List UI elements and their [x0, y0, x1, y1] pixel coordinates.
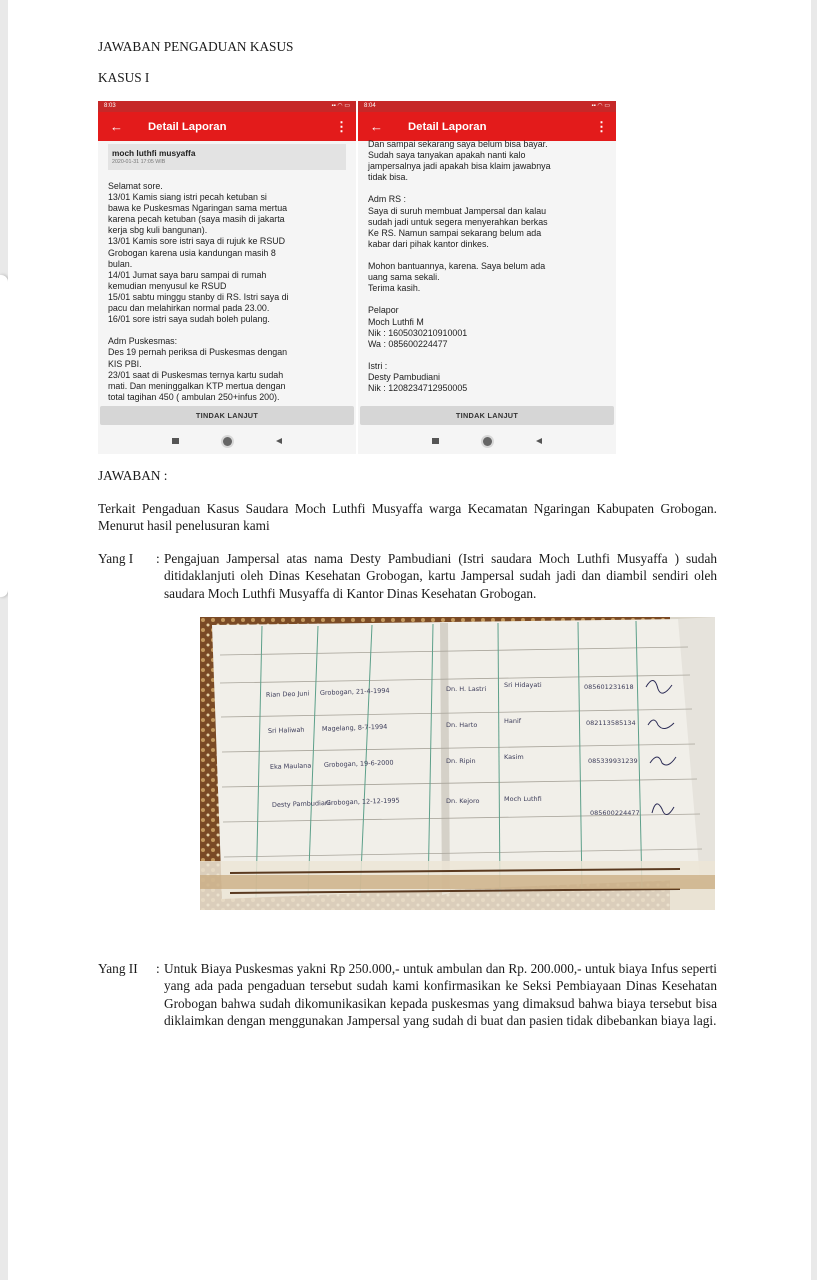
back-icon[interactable] [276, 438, 282, 444]
logbook-phone: 085601231618 [584, 683, 634, 691]
message-line: Nik : 1208234712950005 [368, 383, 468, 394]
more-menu-icon[interactable]: ⋮ [595, 118, 608, 134]
point-colon: : [156, 551, 160, 566]
answer-label: JAWABAN : [98, 468, 168, 483]
back-icon[interactable] [536, 438, 542, 444]
logbook-birth: Grobogan, 21-4-1994 [319, 686, 390, 697]
message-line: Saya di suruh membuat Jampersal dan kalau [368, 205, 547, 216]
status-bar [98, 101, 356, 112]
message-line: Selamat sore. [108, 181, 163, 191]
message-line: Dan sampai sekarang saya belum bisa bayar. [368, 139, 548, 149]
logbook-phone: 085600224477 [590, 809, 640, 817]
message-line: kerja sbg kuli bangunan). [108, 225, 208, 236]
page-edge-tab [0, 275, 8, 597]
status-icons: ▪▪ ◠ ▭ [331, 103, 350, 109]
message-line: total tagihan 450 ( ambulan 250+infus 200). [108, 391, 280, 402]
message-line: bawa ke Puskesmas Ngaringan sama mertua [108, 203, 288, 214]
message-line: Adm RS : [368, 194, 406, 205]
status-bar [358, 101, 616, 112]
sender-card [108, 144, 346, 170]
message-line: sudah jadi untuk segera menyerahkan berkas [368, 216, 548, 227]
logbook-birth: Grobogan, 19-6-2000 [323, 758, 394, 769]
message-line: tidak bisa. [368, 172, 408, 183]
message-line: 16/01 sore istri saya sudah boleh pulang. [108, 314, 270, 325]
sender-name: moch luthfi musyaffa [112, 148, 196, 158]
message-line: Terima kasih. [368, 283, 421, 294]
message-line [368, 183, 608, 194]
point-label: Yang II [98, 961, 138, 976]
logbook-name: Rian Deo Juni [265, 689, 310, 699]
logbook-husband: Dn. H. Lastri [446, 685, 487, 693]
report-message [108, 181, 348, 403]
message-line: Ke RS. Namun sampai sekarang belum ada [368, 227, 542, 238]
point-colon: : [156, 961, 160, 976]
message-line: pacu dan melahirkan normal pada 23.00. [108, 303, 270, 314]
logbook-phone: 082113585134 [586, 719, 636, 727]
status-icons: ▪▪ ◠ ▭ [591, 103, 610, 109]
logbook-photo [200, 617, 715, 910]
recent-apps-icon[interactable] [432, 438, 439, 444]
screenshot-right [358, 101, 616, 454]
sender-date: 2020-01-31 17:05 WIB [112, 159, 166, 165]
more-menu-icon[interactable]: ⋮ [335, 118, 348, 134]
message-line: Adm Puskesmas: [108, 336, 178, 347]
message-line: karena pecah ketuban (saya masih di jakarta [108, 214, 285, 225]
logbook-phone: 085339931239 [588, 757, 638, 765]
message-line: Nik : 1605030210910001 [368, 327, 468, 338]
message-line: Sudah saya tanyakan apakah nanti kalo [368, 150, 526, 161]
message-line: jampersalnya jadi apakah bisa klaim jawabnya [368, 161, 551, 172]
point-1 [98, 550, 717, 602]
message-line: Mohon bantuannya, karena. Saya belum ada [368, 261, 546, 272]
document-heading: JAWABAN PENGADUAN KASUS [98, 39, 294, 54]
message-line [368, 250, 608, 261]
message-line: 13/01 Kamis sore istri saya di rujuk ke RSUD [108, 236, 286, 247]
intro-paragraph: Terkait Pengaduan Kasus Saudara Moch Luthfi Musyaffa warga Kecamatan Ngaringan Kabupaten Grobogan. Menurut hasil penelusuran kami [98, 501, 717, 534]
point-text: Untuk Biaya Puskesmas yakni Rp 250.000,- untuk ambulan dan Rp. 200.000,- untuk biaya Infus seperti yang ada pada pengaduan tersebut sudah kami konfirmasikan ke Seksi Pembiayaan Dinas Kesehatan Grobogan bahwa sudah dikomunikasikan kepada puskesmas yang dimaksud bahwa biaya tersebut bisa diklaimkan dengan menggunakan Jampersal yang sudah di buat dan pasien tidak dibebankan biaya lagi. [164, 961, 717, 1028]
android-nav-bar [358, 430, 616, 452]
logbook-name: Eka Maulana [269, 761, 312, 771]
message-line: 13/01 Kamis siang istri pecah ketuban si [108, 192, 267, 203]
home-icon[interactable] [483, 437, 492, 446]
message-line [368, 294, 608, 305]
message-line: mati. Dan meninggalkan KTP mertua dengan [108, 380, 286, 391]
message-line: kemudian menyusul ke RSUD [108, 280, 227, 291]
message-line: KIS PBI. [108, 358, 142, 369]
logbook-receiver: Moch Luthfi [504, 795, 542, 803]
logbook-birth: Magelang, 8-7-1994 [321, 722, 388, 733]
tindak-lanjut-button[interactable]: TINDAK LANJUT [360, 406, 614, 425]
message-line: Moch Luthfi M [368, 316, 424, 327]
message-line: 15/01 sabtu minggu stanby di RS. Istri saya di [108, 291, 289, 302]
message-line: uang sama sekali. [368, 272, 440, 283]
report-message [368, 139, 608, 394]
recent-apps-icon[interactable] [172, 438, 179, 444]
message-line: bulan. [108, 258, 133, 269]
back-arrow-icon[interactable]: ← [110, 119, 123, 134]
status-time: 8:03 [104, 103, 116, 109]
app-bar-title: Detail Laporan [408, 120, 487, 133]
message-line: 14/01 Jumat saya baru sampai di rumah [108, 269, 267, 280]
home-icon[interactable] [223, 437, 232, 446]
logbook-name: Sri Haliwah [267, 725, 305, 735]
message-line: Istri : [368, 360, 388, 371]
point-label: Yang I [98, 551, 134, 566]
message-line [108, 325, 348, 336]
message-line: Grobogan karena usia kandungan masih 8 [108, 247, 276, 258]
logbook-husband: Dn. Harto [446, 721, 478, 729]
message-line: Wa : 085600224477 [368, 338, 448, 349]
status-time: 8:04 [364, 103, 376, 109]
logbook-husband: Dn. Kejoro [446, 797, 480, 805]
logbook-receiver: Sri Hidayati [504, 681, 542, 689]
back-arrow-icon[interactable]: ← [370, 119, 383, 134]
logbook-name: Desty Pambudiani [271, 798, 331, 809]
message-line: Des 19 pernah periksa di Puskesmas dengan [108, 347, 288, 358]
logbook-receiver: Kasim [504, 753, 524, 761]
tindak-lanjut-button[interactable]: TINDAK LANJUT [100, 406, 354, 425]
message-line: Pelapor [368, 305, 399, 316]
point-2 [98, 960, 717, 1052]
app-bar-title: Detail Laporan [148, 120, 227, 133]
app-bar [358, 112, 616, 141]
message-line: 23/01 saat di Puskesmas ternya kartu sudah [108, 369, 284, 380]
app-bar [98, 112, 356, 141]
message-line: kabar dari pihak kantor dinkes. [368, 238, 489, 249]
document-page [8, 0, 811, 1280]
logbook-receiver: Hanif [504, 717, 522, 725]
android-nav-bar [98, 430, 356, 452]
screenshot-left [98, 101, 356, 454]
point-text: Pengajuan Jampersal atas nama Desty Pambudiani (Istri saudara Moch Luthfi Musyaffa ) sudah ditidaklanjuti oleh Dinas Kesehatan Grobogan, kartu Jampersal sudah jadi dan diambil sendiri oleh saudara Moch Luthfi Musyaffa di Kantor Dinas Kesehatan Grobogan. [164, 551, 717, 601]
logbook-husband: Dn. Ripin [446, 757, 476, 765]
message-line: Desty Pambudiani [368, 371, 441, 382]
case-label: KASUS I [98, 70, 150, 85]
logbook-birth: Grobogan, 12-12-1995 [325, 796, 400, 807]
message-line [368, 350, 608, 361]
